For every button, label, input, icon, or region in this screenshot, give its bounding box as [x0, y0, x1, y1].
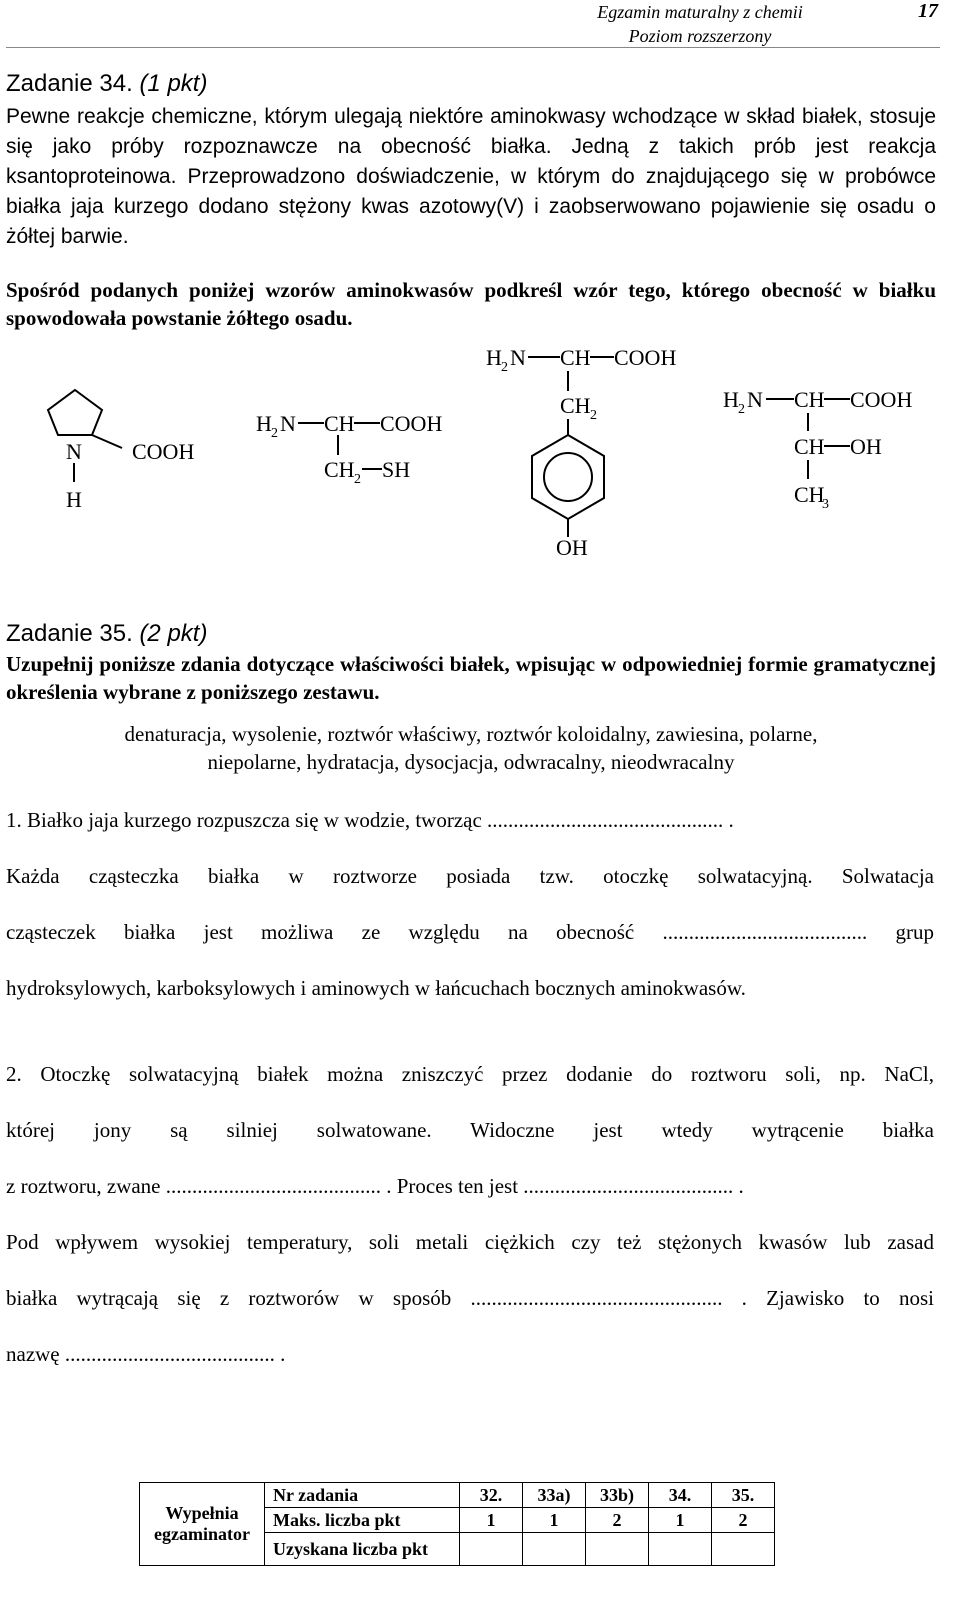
thr-ch3: CH [794, 482, 825, 507]
word-bank-line-1: denaturacja, wysolenie, roztwór właściwy, roztwór koloidalny, zawiesina, polarne, [124, 722, 818, 746]
answer-line-7[interactable]: z roztworu, zwane ......................................... . Proces ten jest ........................................ . [6, 1174, 744, 1198]
tyr-cooh: COOH [614, 345, 677, 370]
cell-max-35: 2 [712, 1508, 775, 1533]
tyr-ch2-sub: 2 [590, 408, 597, 423]
cell-obtained-33a[interactable] [523, 1533, 586, 1566]
tyr-ch: CH [560, 345, 591, 370]
thr-cooh: COOH [850, 387, 913, 412]
tyr-aromatic-circle [544, 453, 592, 501]
word-bank-line-2: niepolarne, hydratacja, dysocjacja, odwracalny, nieodwracalny [207, 750, 735, 774]
text-line-8: Pod wpływem wysokiej temperatury, soli metali ciężkich czy też stężonych kwasów lub zasad [6, 1230, 934, 1254]
proline-ring [48, 390, 102, 435]
cell-obtained-33b[interactable] [586, 1533, 649, 1566]
task34-label: Zadanie 34. [6, 70, 133, 97]
thr-h: H [723, 387, 739, 412]
answer-line-10[interactable]: nazwę ........................................ . [6, 1342, 286, 1366]
page-header [500, 0, 900, 48]
cell-max-33b: 2 [586, 1508, 649, 1533]
task35-instruction: Uzupełnij poniższe zdania dotyczące właściwości białek, wpisując w odpowiedniej formie gramatycznej określenia wybrane z poniższego zestawu. [6, 652, 936, 704]
task35-label: Zadanie 35. [6, 620, 133, 647]
text-line-5: 2. Otoczkę solwatacyjną białek można zniszczyć przez dodanie do roztworu soli, np. NaCl, [6, 1062, 934, 1086]
tyr-sub2: 2 [501, 360, 508, 375]
answer-line-3[interactable]: cząsteczek białka jest możliwa ze względu na obecność ....................................... grup [6, 920, 934, 944]
cys-ch2-sub: 2 [354, 472, 361, 487]
side-label-1: Wypełnia [165, 1503, 239, 1523]
formula-proline[interactable] [48, 390, 194, 512]
cell-task-34: 34. [649, 1483, 712, 1508]
task35-heading [6, 620, 207, 648]
tyr-h: H [486, 345, 502, 370]
thr-sub2: 2 [738, 402, 745, 417]
cell-task-33a: 33a) [523, 1483, 586, 1508]
task34-instruction: Spośród podanych poniżej wzorów aminokwasów podkreśl wzór tego, którego obecność w białku spowodowała powstanie żółtego osadu. [6, 278, 936, 330]
text-line-6: której jony są silniej solwatowane. Widoczne jest wtedy wytrącenie białka [6, 1118, 934, 1142]
tyr-ch2: CH [560, 393, 591, 418]
thr-ch-oh-ch: CH [794, 434, 825, 459]
cell-obtained-34[interactable] [649, 1533, 712, 1566]
formula-threonine[interactable] [723, 387, 912, 512]
side-label-2: egzaminator [154, 1524, 250, 1544]
tyr-oh: OH [556, 535, 588, 560]
formula-tyrosine[interactable] [486, 345, 676, 560]
proline-cooh: COOH [132, 439, 195, 464]
thr-ch: CH [794, 387, 825, 412]
task35-points: (2 pkt) [139, 620, 208, 647]
amino-acid-formulas [0, 335, 960, 575]
text-line-2: Każda cząsteczka białka w roztworze posiada tzw. otoczkę solwatacyjną. Solwatacja [6, 864, 934, 888]
cell-max-32: 1 [460, 1508, 523, 1533]
proline-n: N [66, 439, 82, 464]
proline-h: H [66, 487, 82, 512]
formula-cysteine[interactable] [256, 411, 442, 487]
tyr-n: N [510, 345, 526, 370]
row-label-task-number: Nr zadania [265, 1483, 460, 1508]
task34-heading [6, 70, 207, 98]
task34-points: (1 pkt) [139, 70, 208, 97]
cys-ch: CH [324, 411, 355, 436]
cell-task-32: 32. [460, 1483, 523, 1508]
thr-ch3-sub: 3 [822, 497, 829, 512]
cell-task-33b: 33b) [586, 1483, 649, 1508]
cell-obtained-35[interactable] [712, 1533, 775, 1566]
answer-line-9[interactable]: białka wytrącają się z roztworów w sposób ................................................ . Zjawisko to nosi [6, 1286, 934, 1310]
score-table-side-label [140, 1483, 265, 1566]
cell-max-33a: 1 [523, 1508, 586, 1533]
score-table [139, 1482, 775, 1566]
header-divider [6, 47, 940, 48]
cell-task-35: 35. [712, 1483, 775, 1508]
answer-line-1[interactable]: 1. Białko jaja kurzego rozpuszcza się w wodzie, tworząc ............................................. . [6, 808, 734, 832]
thr-n: N [747, 387, 763, 412]
thr-oh: OH [850, 434, 882, 459]
cell-max-34: 1 [649, 1508, 712, 1533]
cys-sub2: 2 [271, 426, 278, 441]
row-label-obtained-points: Uzyskana liczba pkt [265, 1533, 460, 1566]
exam-level: Poziom rozszerzony [628, 26, 772, 46]
page-number: 17 [918, 0, 938, 22]
task34-paragraph: Pewne reakcje chemiczne, którym ulegają niektóre aminokwasy wchodzące w skład białek, stosuje się jako próby rozpoznawcze na obecność białka. Jedną z takich prób jest reakcja ksantoproteinowa. Przeprowadzono doświadczenie, w którym do znajdującego się w probówce białka jaja kurzego dodano stężony kwas azotowy(V) i zaobserwowano pojawienie się osadu o żółtej barwie. [6, 105, 936, 248]
cys-cooh: COOH [380, 411, 443, 436]
cell-obtained-32[interactable] [460, 1533, 523, 1566]
cys-ch2: CH [324, 457, 355, 482]
text-line-4: hydroksylowych, karboksylowych i aminowych w łańcuchach bocznych aminokwasów. [6, 976, 746, 1000]
exam-title: Egzamin maturalny z chemii [597, 2, 803, 22]
cys-n: N [280, 411, 296, 436]
tyr-benzene-ring [532, 435, 604, 519]
cys-h: H [256, 411, 272, 436]
cys-sh: SH [382, 457, 411, 482]
row-label-max-points: Maks. liczba pkt [265, 1508, 460, 1533]
